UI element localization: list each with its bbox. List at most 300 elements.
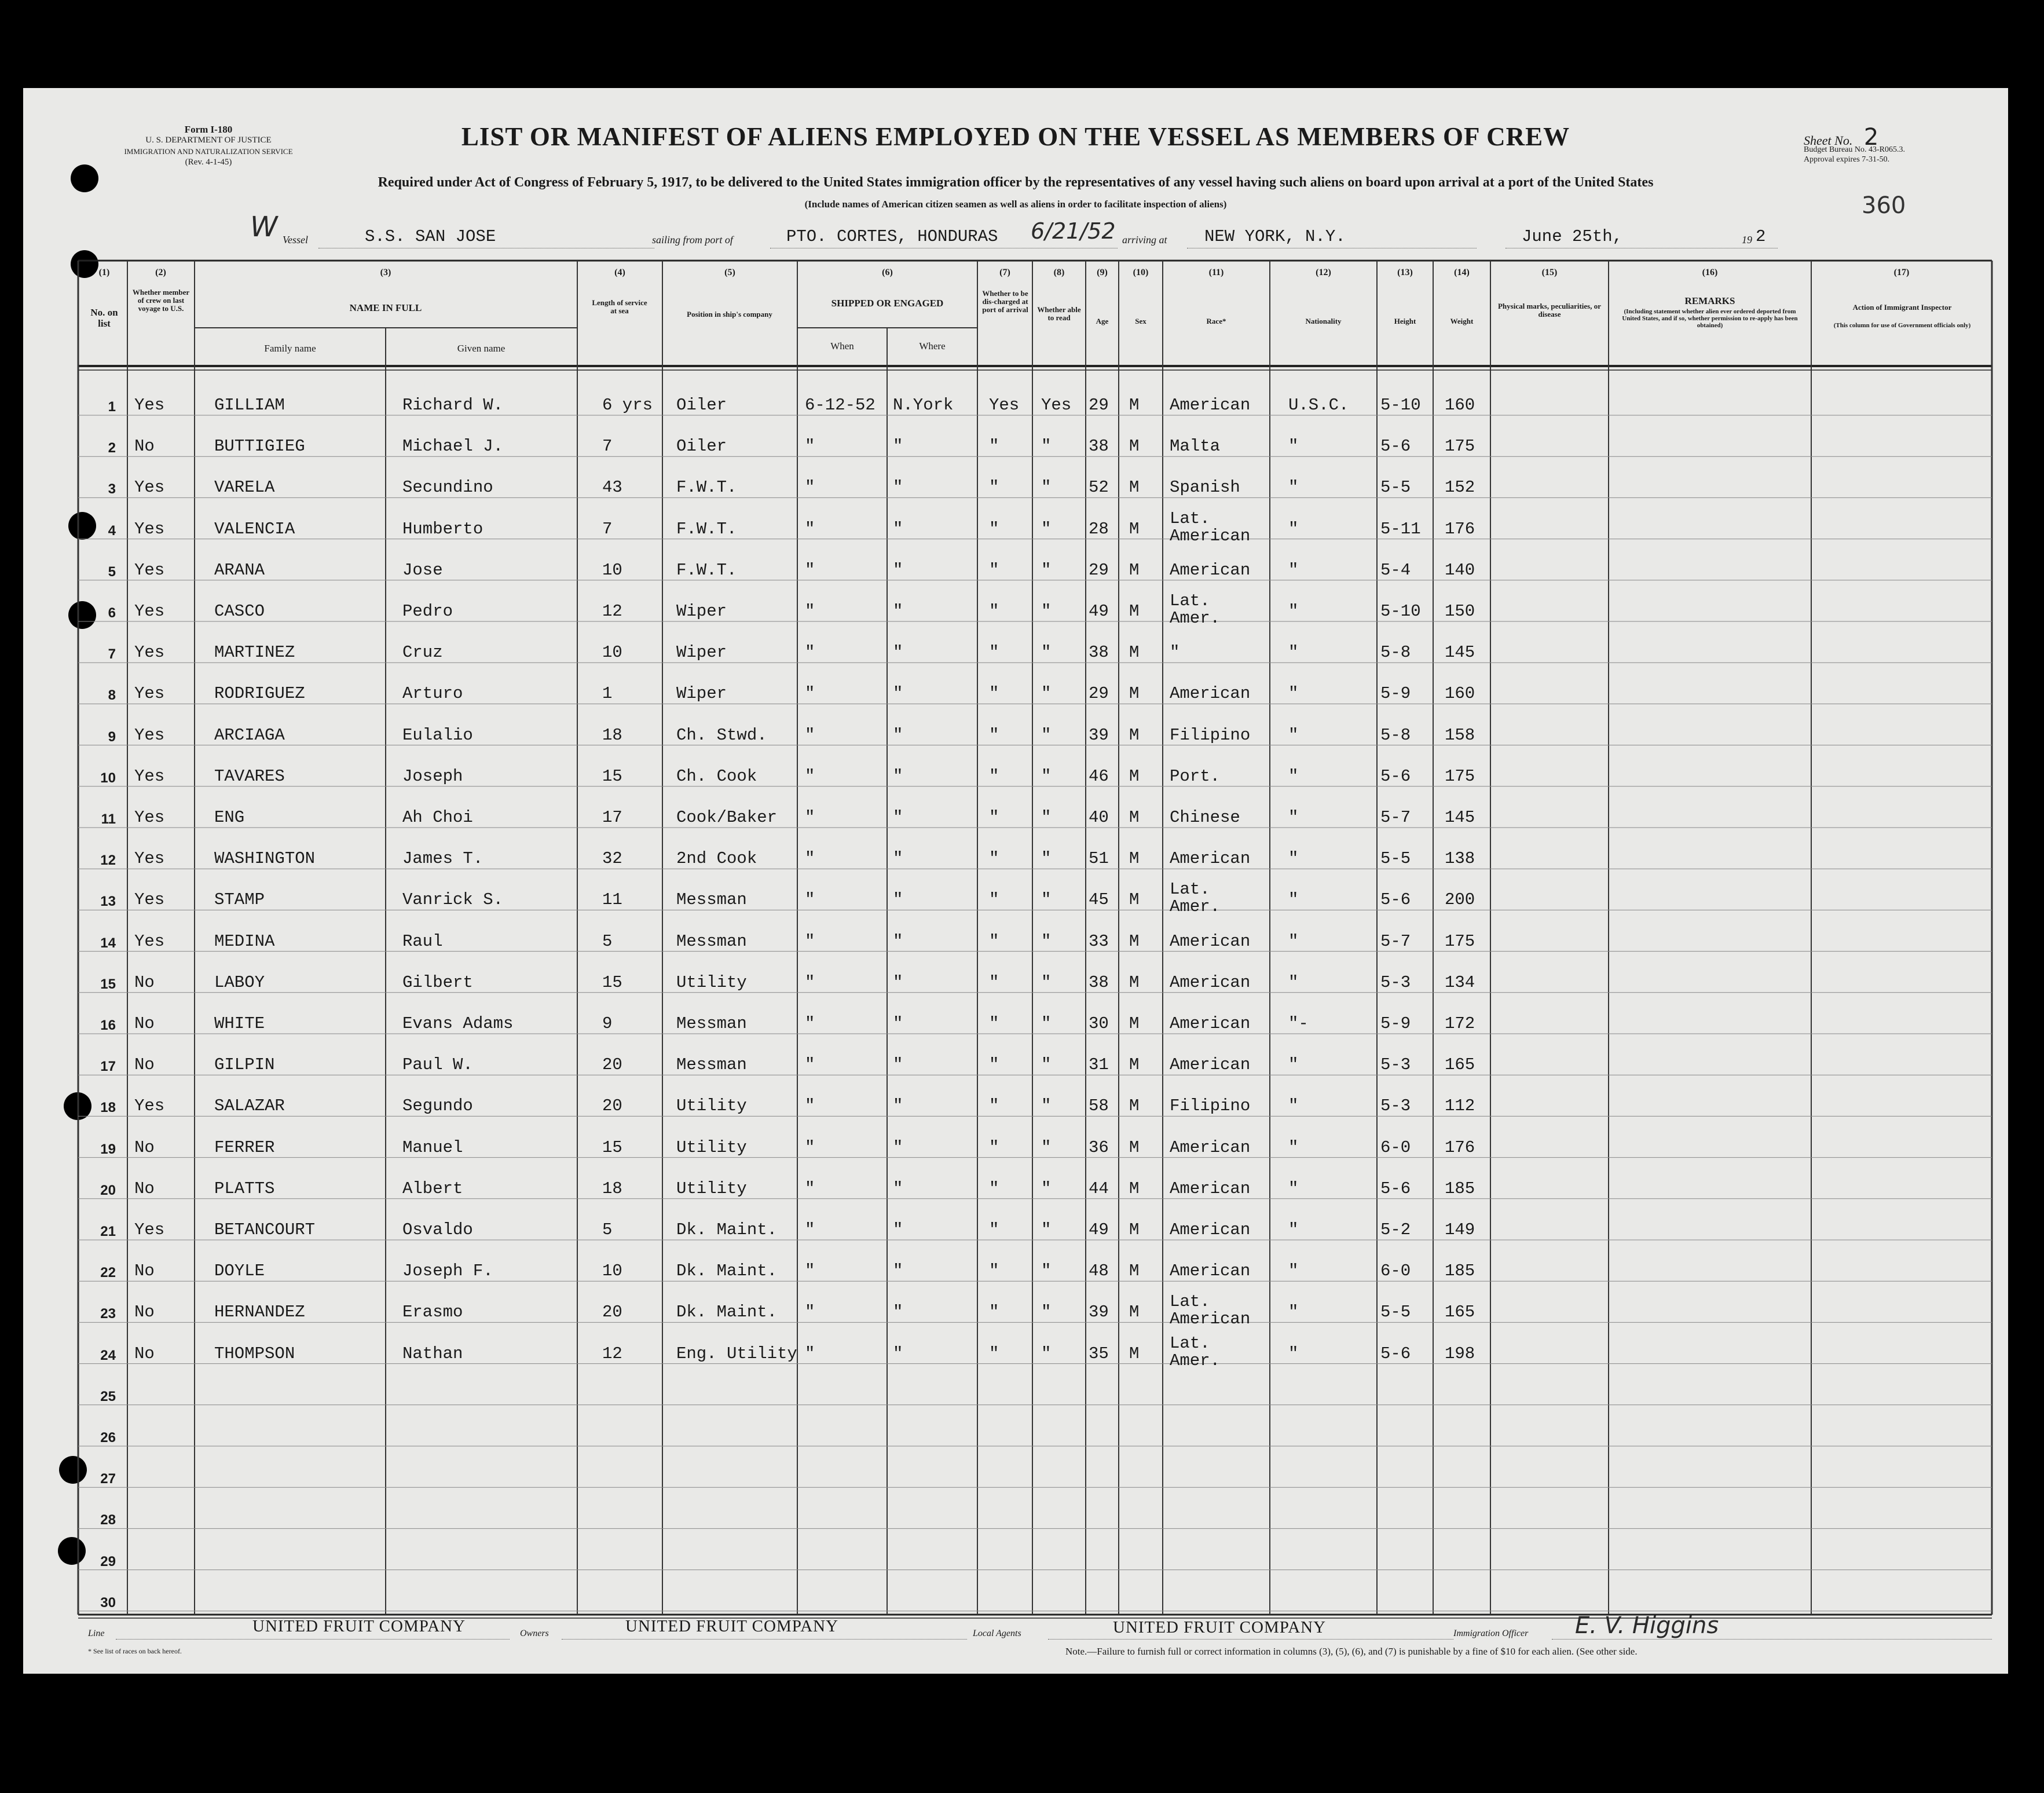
height-cell: 5-6: [1380, 1344, 1411, 1363]
shipped-when-cell: ": [805, 1055, 815, 1075]
vessel-mark: W: [250, 211, 278, 243]
sex-cell: M: [1129, 808, 1140, 827]
position-cell: Dk. Maint.: [676, 1220, 778, 1239]
prev-voyage-cell: Yes: [134, 560, 165, 580]
header-position: Position in ship's company: [687, 310, 772, 319]
age-cell: 46: [1089, 766, 1109, 786]
able-read-cell: ": [1041, 1137, 1052, 1157]
agents-underline: [1048, 1639, 1453, 1640]
family-name-cell: BETANCOURT: [214, 1220, 316, 1239]
shipped-where-cell: N.York: [893, 396, 954, 415]
weight-cell: 152: [1445, 478, 1475, 497]
shipped-where-cell: ": [893, 890, 903, 910]
race-cell: Lat.: [1170, 591, 1210, 610]
race-cell: Lat.: [1170, 880, 1210, 899]
given-name-cell: Albert: [402, 1179, 463, 1198]
header-given-name: Given name: [457, 343, 505, 354]
row-rules: [78, 415, 1992, 1611]
given-name-cell: Eulalio: [402, 725, 473, 745]
header-height: Height: [1394, 317, 1416, 325]
row-number: 30: [100, 1594, 116, 1611]
shipped-where-cell: ": [893, 643, 903, 663]
shipped-where-cell: ": [893, 808, 903, 827]
header-shipped: SHIPPED OR ENGAGED: [831, 298, 944, 309]
sex-cell: M: [1129, 1220, 1140, 1239]
given-name-cell: Manuel: [402, 1137, 463, 1157]
discharge-cell: ": [989, 1220, 999, 1239]
weight-cell: 149: [1445, 1220, 1475, 1239]
row-number: 22: [100, 1265, 116, 1281]
race-cell: Port.: [1170, 766, 1221, 786]
family-name-cell: THOMPSON: [214, 1344, 295, 1363]
owners-label: Owners: [520, 1629, 549, 1638]
family-name-cell: STAMP: [214, 890, 265, 910]
nationality-cell: ": [1288, 478, 1299, 497]
discharge-cell: ": [989, 1344, 999, 1363]
position-cell: Utility: [676, 972, 747, 992]
shipped-where-cell: ": [893, 1014, 903, 1033]
header-action-note: (This column for use of Government officials only): [1833, 322, 1971, 329]
shipped-when-cell: ": [805, 684, 815, 704]
prev-voyage-cell: Yes: [134, 890, 165, 910]
able-read-cell: ": [1041, 437, 1052, 456]
discharge-cell: ": [989, 1179, 999, 1198]
header-length-service: Length of service at sea: [592, 298, 647, 315]
age-cell: 38: [1089, 972, 1109, 992]
weight-cell: 175: [1445, 766, 1475, 786]
sex-cell: M: [1129, 1261, 1140, 1281]
row-number: 3: [108, 481, 116, 497]
page-title: LIST OR MANIFEST OF ALIENS EMPLOYED ON THE VESSEL AS MEMBERS OF CREW: [461, 122, 1570, 151]
nationality-cell: ": [1288, 766, 1299, 786]
weight-cell: 185: [1445, 1179, 1475, 1198]
sex-cell: M: [1129, 560, 1140, 580]
shipped-when-cell: ": [805, 1344, 815, 1363]
column-rules: [78, 261, 1992, 1615]
shipped-where-cell: ": [893, 437, 903, 456]
height-cell: 5-6: [1380, 1179, 1411, 1198]
shipped-where-cell: ": [893, 684, 903, 704]
shipped-where-cell: ": [893, 849, 903, 869]
discharge-cell: ": [989, 1302, 999, 1322]
family-name-cell: ENG: [214, 808, 245, 827]
height-cell: 5-10: [1380, 396, 1421, 415]
sex-cell: M: [1129, 725, 1140, 745]
arrival-date: June 25th,: [1522, 227, 1623, 246]
given-name-cell: Osvaldo: [402, 1220, 473, 1239]
nationality-cell: ": [1288, 1261, 1299, 1281]
weight-cell: 172: [1445, 1014, 1475, 1033]
weight-cell: 112: [1445, 1096, 1475, 1116]
position-cell: Messman: [676, 1055, 747, 1075]
height-cell: 5-8: [1380, 643, 1411, 663]
given-name-cell: Richard W.: [402, 396, 504, 415]
able-read-cell: ": [1041, 1096, 1052, 1116]
discharge-cell: ": [989, 519, 999, 539]
sheet-label: Sheet No.: [1804, 133, 1853, 148]
weight-cell: 160: [1445, 396, 1475, 415]
shipped-where-cell: ": [893, 1137, 903, 1157]
row-number: 24: [100, 1347, 116, 1363]
family-name-cell: HERNANDEZ: [214, 1302, 305, 1322]
nationality-cell: ": [1288, 931, 1299, 951]
header-weight: Weight: [1450, 317, 1474, 325]
row-number: 16: [100, 1018, 116, 1033]
height-cell: 5-5: [1380, 1302, 1411, 1322]
row-number: 26: [100, 1430, 116, 1446]
height-cell: 5-3: [1380, 972, 1411, 992]
able-read-cell: ": [1041, 1014, 1052, 1033]
age-cell: 48: [1089, 1261, 1109, 1281]
able-read-cell: ": [1041, 725, 1052, 745]
service-length-cell: 20: [602, 1302, 622, 1322]
header-nationality: Nationality: [1305, 317, 1342, 325]
position-cell: Wiper: [676, 684, 727, 704]
service-length-cell: 20: [602, 1096, 622, 1116]
age-cell: 36: [1089, 1137, 1109, 1157]
height-cell: 5-5: [1380, 849, 1411, 869]
header-remarks-note: (Including statement whether alien ever ordered deported from United States, and if so, whether permission to re-apply has been obtained): [1622, 308, 1798, 329]
prev-voyage-cell: Yes: [134, 725, 165, 745]
prev-voyage-cell: No: [134, 1344, 155, 1363]
able-read-cell: ": [1041, 1344, 1052, 1363]
row-number: 2: [108, 440, 116, 456]
row-number: 12: [100, 852, 116, 869]
header-race: Race*: [1206, 317, 1226, 325]
age-cell: 39: [1089, 1302, 1109, 1322]
prev-voyage-cell: Yes: [134, 849, 165, 869]
row-number: 4: [108, 522, 116, 539]
race-cell: American: [1170, 972, 1251, 992]
col-num-15: (15): [1541, 268, 1558, 277]
nationality-cell: ": [1288, 1220, 1299, 1239]
row-number: 28: [100, 1512, 116, 1528]
row-number: 11: [101, 811, 116, 827]
sailing-label: sailing from port of: [652, 234, 733, 246]
race-cell: Spanish: [1170, 478, 1240, 497]
nationality-cell: ": [1288, 1344, 1299, 1363]
height-cell: 5-7: [1380, 808, 1411, 827]
discharge-cell: ": [989, 1261, 999, 1281]
row-number: 29: [100, 1553, 116, 1569]
officer-label: Immigration Officer: [1453, 1629, 1529, 1638]
prev-voyage-cell: Yes: [134, 643, 165, 663]
nationality-cell: ": [1288, 1055, 1299, 1075]
able-read-cell: ": [1041, 849, 1052, 869]
position-cell: Wiper: [676, 602, 727, 621]
family-name-cell: RODRIGUEZ: [214, 684, 305, 704]
revision: (Rev. 4-1-45): [185, 158, 232, 167]
age-cell: 30: [1089, 1014, 1109, 1033]
race-cell: Malta: [1170, 437, 1221, 456]
sex-cell: M: [1129, 602, 1140, 621]
header-sex: Sex: [1135, 317, 1146, 325]
able-read-cell: ": [1041, 1261, 1052, 1281]
col-num-1: (1): [98, 268, 110, 277]
shipped-when-cell: ": [805, 643, 815, 663]
discharge-cell: ": [989, 808, 999, 827]
weight-cell: 165: [1445, 1055, 1475, 1075]
race-cell-line2: American: [1170, 1309, 1251, 1329]
shipped-when-cell: ": [805, 602, 815, 621]
col-num-8: (8): [1053, 268, 1065, 277]
prev-voyage-cell: Yes: [134, 766, 165, 786]
sex-cell: M: [1129, 1179, 1140, 1198]
prev-voyage-cell: Yes: [134, 478, 165, 497]
row-number: 25: [100, 1388, 116, 1404]
discharge-cell: ": [989, 602, 999, 621]
height-cell: 5-2: [1380, 1220, 1411, 1239]
race-cell: American: [1170, 684, 1251, 704]
able-read-cell: ": [1041, 519, 1052, 539]
prev-voyage-cell: No: [134, 1302, 155, 1322]
family-name-cell: PLATTS: [214, 1179, 275, 1198]
arriving-label: arriving at: [1122, 234, 1167, 246]
sex-cell: M: [1129, 766, 1140, 786]
weight-cell: 150: [1445, 602, 1475, 621]
col-num-6: (6): [882, 268, 893, 277]
arrival-port: NEW YORK, N.Y.: [1204, 227, 1346, 246]
discharge-cell: ": [989, 560, 999, 580]
service-length-cell: 15: [602, 766, 622, 786]
col-num-2: (2): [155, 268, 166, 277]
able-read-cell: ": [1041, 1179, 1052, 1198]
sex-cell: M: [1129, 478, 1140, 497]
service-length-cell: 10: [602, 560, 622, 580]
age-cell: 58: [1089, 1096, 1109, 1116]
sheet-value: 2: [1863, 124, 1879, 151]
family-name-cell: DOYLE: [214, 1261, 265, 1281]
shipped-when-cell: ": [805, 766, 815, 786]
row-number: 23: [100, 1306, 116, 1322]
discharge-cell: ": [989, 849, 999, 869]
sex-cell: M: [1129, 972, 1140, 992]
race-cell: ": [1170, 643, 1180, 663]
prev-voyage-cell: Yes: [134, 684, 165, 704]
family-name-cell: GILPIN: [214, 1055, 275, 1075]
given-name-cell: Raul: [402, 931, 443, 951]
given-name-cell: Evans Adams: [402, 1014, 514, 1033]
weight-cell: 145: [1445, 643, 1475, 663]
race-cell: Chinese: [1170, 808, 1240, 827]
shipped-where-cell: ": [893, 972, 903, 992]
shipped-where-cell: ": [893, 931, 903, 951]
weight-cell: 200: [1445, 890, 1475, 910]
service-length-cell: 15: [602, 972, 622, 992]
service-length-cell: 10: [602, 1261, 622, 1281]
given-name-cell: Cruz: [402, 643, 443, 663]
row-number: 18: [100, 1100, 116, 1116]
race-cell-line2: American: [1170, 526, 1251, 546]
sex-cell: M: [1129, 437, 1140, 456]
discharge-cell: ": [989, 437, 999, 456]
budget-line: Approval expires 7-31-50.: [1804, 155, 1890, 164]
family-name-cell: MEDINA: [214, 931, 275, 951]
sex-cell: M: [1129, 1302, 1140, 1322]
family-name-cell: VALENCIA: [214, 519, 295, 539]
shipped-when-cell: ": [805, 808, 815, 827]
header-discharged: Whether to be dis-charged at port of arrival: [982, 289, 1028, 314]
discharge-cell: ": [989, 1096, 999, 1116]
family-name-cell: FERRER: [214, 1137, 275, 1157]
service-length-cell: 5: [602, 931, 613, 951]
line-underline: [116, 1639, 510, 1640]
height-cell: 5-7: [1380, 931, 1411, 951]
weight-cell: 175: [1445, 931, 1475, 951]
prev-voyage-cell: Yes: [134, 1220, 165, 1239]
service-length-cell: 43: [602, 478, 622, 497]
weight-cell: 134: [1445, 972, 1475, 992]
weight-cell: 185: [1445, 1261, 1475, 1281]
race-cell: American: [1170, 1055, 1251, 1075]
sex-cell: M: [1129, 519, 1140, 539]
races-note: * See list of races on back hereof.: [88, 1647, 182, 1655]
shipped-when-cell: ": [805, 478, 815, 497]
position-cell: Messman: [676, 890, 747, 910]
stamp-number: 360: [1862, 192, 1906, 219]
weight-cell: 165: [1445, 1302, 1475, 1322]
prev-voyage-cell: Yes: [134, 931, 165, 951]
age-cell: 49: [1089, 602, 1109, 621]
height-cell: 5-8: [1380, 725, 1411, 745]
year-suffix: 2: [1756, 227, 1766, 246]
age-cell: 38: [1089, 643, 1109, 663]
shipped-where-cell: ": [893, 1096, 903, 1116]
family-name-cell: TAVARES: [214, 766, 285, 786]
row-number: 19: [100, 1141, 116, 1157]
shipped-when-cell: ": [805, 1137, 815, 1157]
include-note: (Include names of American citizen seamen as well as aliens in order to facilitate inspection of aliens): [804, 199, 1227, 210]
service-length-cell: 18: [602, 1179, 622, 1198]
shipped-when-cell: ": [805, 1220, 815, 1239]
service-length-cell: 32: [602, 849, 622, 869]
height-cell: 5-5: [1380, 478, 1411, 497]
manifest-sheet: [23, 88, 2008, 1674]
service-length-cell: 7: [602, 519, 613, 539]
race-cell: Lat.: [1170, 1292, 1210, 1312]
nationality-cell: ": [1288, 808, 1299, 827]
race-cell: Lat.: [1170, 508, 1210, 528]
service-length-cell: 17: [602, 808, 622, 827]
height-cell: 5-3: [1380, 1055, 1411, 1075]
nationality-cell: ": [1288, 602, 1299, 621]
prev-voyage-cell: Yes: [134, 519, 165, 539]
discharge-cell: ": [989, 478, 999, 497]
able-read-cell: ": [1041, 1302, 1052, 1322]
row-number: 17: [100, 1059, 116, 1075]
given-name-cell: Michael J.: [402, 437, 504, 456]
prev-voyage-cell: Yes: [134, 602, 165, 621]
header-when: When: [830, 341, 854, 352]
row-number: 1: [108, 399, 116, 415]
col-num-7: (7): [999, 268, 1010, 277]
col-num-16: (16): [1702, 268, 1718, 277]
nationality-cell: ": [1288, 1302, 1299, 1322]
family-name-cell: BUTTIGIEG: [214, 437, 305, 456]
prev-voyage-cell: Yes: [134, 1096, 165, 1116]
officer-underline: [1552, 1639, 1992, 1640]
position-cell: Dk. Maint.: [676, 1302, 778, 1322]
position-cell: Utility: [676, 1179, 747, 1198]
sex-cell: M: [1129, 684, 1140, 704]
age-cell: 45: [1089, 890, 1109, 910]
position-cell: F.W.T.: [676, 478, 737, 497]
sex-cell: M: [1129, 849, 1140, 869]
shipped-where-cell: ": [893, 560, 903, 580]
header-name-in-full: NAME IN FULL: [349, 302, 422, 313]
row-number: 13: [100, 894, 116, 910]
age-cell: 29: [1089, 396, 1109, 415]
nationality-cell: ": [1288, 1137, 1299, 1157]
col-num-11: (11): [1208, 268, 1224, 277]
row-number: 9: [108, 729, 116, 745]
prev-voyage-cell: No: [134, 1055, 155, 1075]
given-name-cell: Humberto: [402, 519, 483, 539]
able-read-cell: ": [1041, 808, 1052, 827]
able-read-cell: ": [1041, 890, 1052, 910]
header-whether-member: Whether member of crew on last voyage to U.S.: [132, 288, 190, 313]
position-cell: Wiper: [676, 643, 727, 663]
sex-cell: M: [1129, 1096, 1140, 1116]
shipped-where-cell: ": [893, 478, 903, 497]
age-cell: 28: [1089, 519, 1109, 539]
given-name-cell: Jose: [402, 560, 443, 580]
position-cell: Ch. Cook: [676, 766, 757, 786]
shipped-where-cell: ": [893, 1261, 903, 1281]
weight-cell: 176: [1445, 1137, 1475, 1157]
discharge-cell: ": [989, 972, 999, 992]
shipped-where-cell: ": [893, 725, 903, 745]
able-read-cell: ": [1041, 643, 1052, 663]
height-cell: 5-9: [1380, 684, 1411, 704]
family-name-cell: WHITE: [214, 1014, 265, 1033]
header-where: Where: [919, 341, 946, 352]
shipped-when-cell: ": [805, 725, 815, 745]
col-num-14: (14): [1454, 268, 1470, 277]
race-cell: American: [1170, 560, 1251, 580]
given-name-cell: Paul W.: [402, 1055, 473, 1075]
age-cell: 49: [1089, 1220, 1109, 1239]
position-cell: F.W.T.: [676, 560, 737, 580]
shipped-where-cell: ": [893, 1302, 903, 1322]
prev-voyage-cell: No: [134, 972, 155, 992]
prev-voyage-cell: No: [134, 1137, 155, 1157]
family-name-cell: SALAZAR: [214, 1096, 285, 1116]
prev-voyage-cell: Yes: [134, 808, 165, 827]
sex-cell: M: [1129, 1137, 1140, 1157]
able-read-cell: ": [1041, 1220, 1052, 1239]
shipped-where-cell: ": [893, 1055, 903, 1075]
discharge-cell: ": [989, 1055, 999, 1075]
penalty-note: Note.—Failure to furnish full or correct information in columns (3), (5), (6), and (7) is punishable by a fine of $10 for each alien. (See other side.: [1065, 1646, 1638, 1657]
weight-cell: 198: [1445, 1344, 1475, 1363]
year-prefix: 19: [1742, 234, 1752, 246]
discharge-cell: ": [989, 684, 999, 704]
owners-underline: [562, 1639, 967, 1640]
race-cell-line2: Amer.: [1170, 1351, 1221, 1370]
col-num-17: (17): [1893, 268, 1910, 277]
service: IMMIGRATION AND NATURALIZATION SERVICE: [124, 147, 293, 156]
prev-voyage-cell: No: [134, 1261, 155, 1281]
family-name-cell: MARTINEZ: [214, 643, 295, 663]
family-name-cell: WASHINGTON: [214, 849, 316, 869]
age-cell: 51: [1089, 849, 1109, 869]
header-action: Action of Immigrant Inspector: [1852, 303, 1952, 312]
service-length-cell: 11: [602, 890, 622, 910]
age-cell: 39: [1089, 725, 1109, 745]
shipped-when-cell: ": [805, 849, 815, 869]
col-num-5: (5): [724, 268, 735, 277]
